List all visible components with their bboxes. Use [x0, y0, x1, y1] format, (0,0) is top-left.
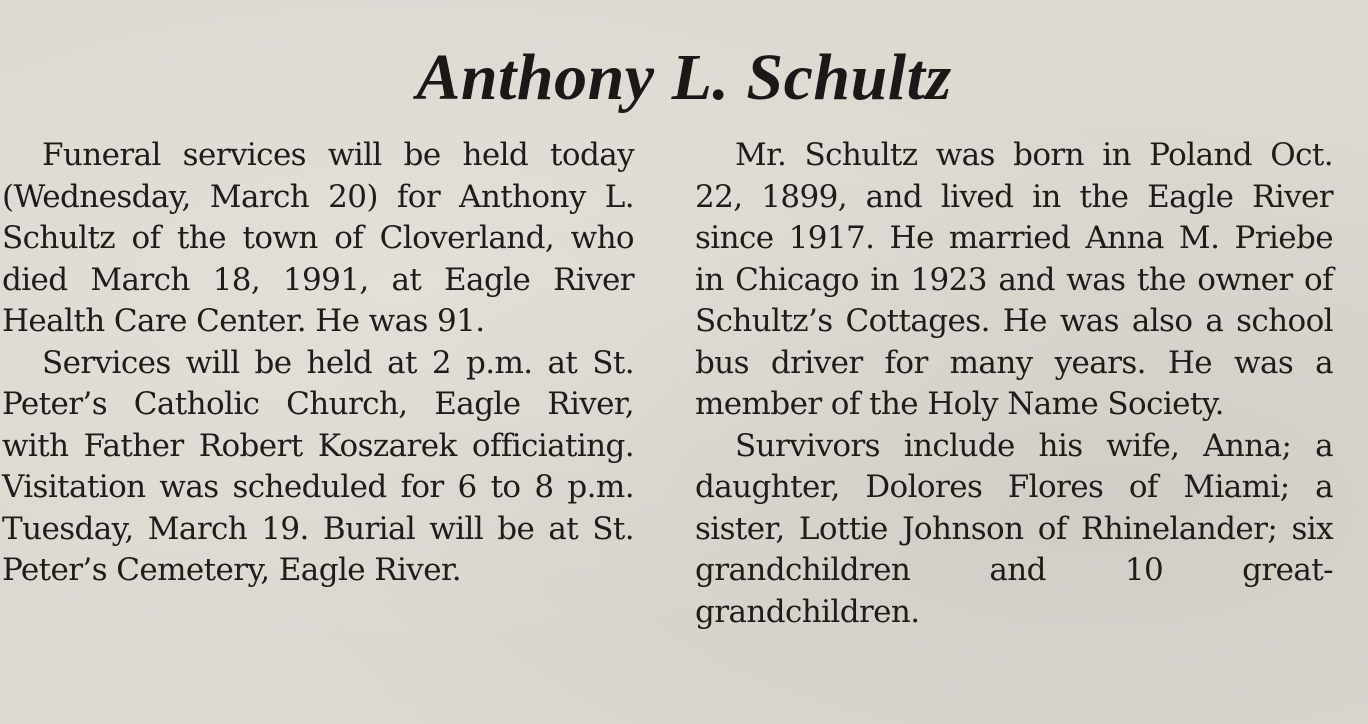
right-column — [695, 135, 1333, 633]
obituary-headline: Anthony L. Schultz — [416, 41, 952, 114]
paragraph-funeral-services: Funeral services will be held today (Wednesday, March 20) for Anthony L. Schultz of the town of Cloverland, who died March 18, 1991, at Eagle River Health Care Center. He was 91. — [2, 137, 634, 339]
paragraph-service-details: Services will be held at 2 p.m. at St. Peter’s Catholic Church, Eagle River, with Father Robert Koszarek officiating. Visitation was scheduled for 6 to 8 p.m. Tuesday, March 19. Burial will be at St. Peter’s Cemetery, Eagle River. — [2, 344, 634, 588]
paragraph-biography: Mr. Schultz was born in Poland Oct. 22, 1899, and lived in the Eagle River since 1917. He married Anna M. Priebe in Chicago in 1923 and was the owner of Schultz’s Cottages. He was also a school bus driver for many years. He was a member of the Holy Name Society. — [695, 137, 1333, 422]
paragraph-survivors: Survivors include his wife, Anna; a daughter, Dolores Flores of Miami; a sister, Lottie Johnson of Rhinelander; six grandchildren and 10 great-grandchildren. — [695, 427, 1333, 630]
left-column — [2, 135, 634, 592]
